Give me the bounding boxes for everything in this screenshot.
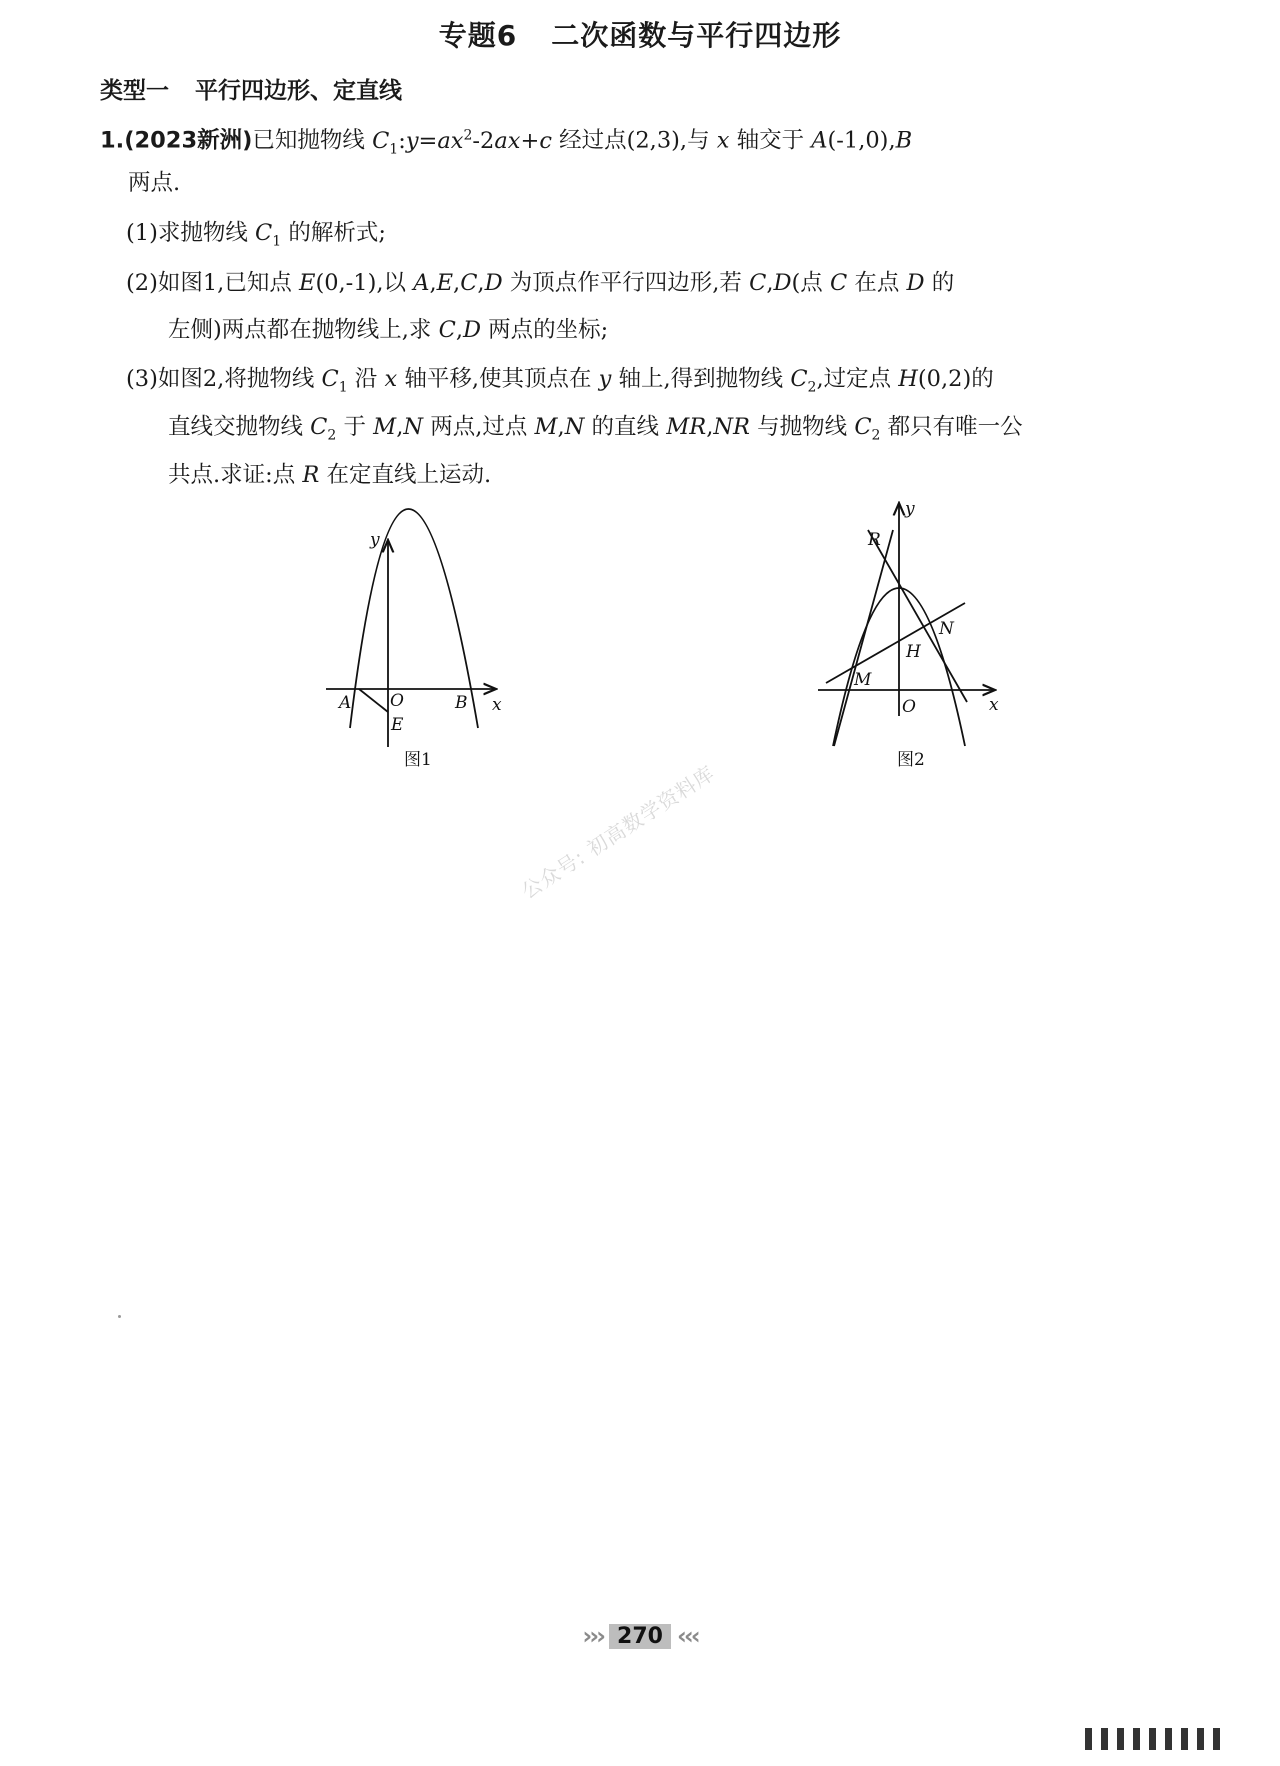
- fig2-label-n: N: [939, 619, 954, 639]
- figure-1: [326, 509, 496, 747]
- stem-text: 轴交于: [736, 127, 805, 154]
- section-name: 平行四边形、定直线: [195, 78, 402, 104]
- chevron-right-icon: ›››: [582, 1622, 604, 1650]
- question-3-line-2: 直线交抛物线 $C_2$ 于 M,N 两点,过点 M,N 的直线 MR,NR 与抛物线 $C_2$ 都只有唯一公: [168, 414, 1023, 444]
- section-label: 类型一: [100, 78, 169, 104]
- q3-text: 的直线: [591, 414, 660, 440]
- fig1-label-a: A: [339, 693, 352, 713]
- q3-text: 两点,过点: [430, 414, 528, 440]
- q2-text: 在点: [854, 270, 900, 296]
- fig2-line-mn: [826, 603, 965, 683]
- q3-text: 与抛物线: [757, 414, 848, 440]
- q2-text: (2)如图1,已知点: [126, 270, 292, 296]
- scan-speck: [118, 1315, 121, 1318]
- q3-text: 于: [343, 414, 366, 440]
- q3-text: 的: [971, 366, 994, 392]
- title-sub: 二次函数与平行四边形: [551, 19, 842, 52]
- stem-text: 两点.: [128, 170, 181, 196]
- q3-text: ,过定点: [816, 366, 892, 392]
- problem-number: 1.: [100, 127, 125, 154]
- question-3-line-1: (3)如图2,将抛物线 $C_1$ 沿 x 轴平移,使其顶点在 y 轴上,得到抛物线 $C_2$,过定点 H(0,2)的: [126, 366, 994, 396]
- page-number: 270: [609, 1624, 671, 1649]
- fig1-label-b: B: [455, 693, 468, 713]
- fig1-segment-ae: [359, 689, 388, 712]
- fig1-label-x: x: [492, 695, 502, 715]
- q3-text: 都只有唯一公: [887, 414, 1023, 440]
- q2-text: 为顶点作平行四边形,若: [509, 270, 742, 296]
- problem-source: (2023新洲): [124, 127, 253, 154]
- fig1-label-y: y: [370, 530, 380, 550]
- page-footer: [0, 1622, 1280, 1650]
- q3-text: (3)如图2,将抛物线: [126, 366, 315, 392]
- question-2-line-2: 左侧)两点都在抛物线上,求 C,D 两点的坐标;: [168, 317, 609, 343]
- q3-text: 直线交抛物线: [168, 414, 304, 440]
- q3-text: 在定直线上运动.: [326, 462, 492, 488]
- fig2-label-o: O: [902, 697, 916, 717]
- fig2-label-m: M: [854, 670, 872, 690]
- q3-text: 沿: [354, 366, 378, 392]
- q3-text: 轴上,得到抛物线: [618, 366, 784, 392]
- figure-1-labels: [337, 530, 502, 770]
- q2-text: ,以: [376, 270, 407, 296]
- question-1: (1)求抛物线 $C_1$ 的解析式;: [126, 220, 386, 250]
- q2-text: 的: [931, 270, 955, 296]
- problem-stem-line-1: 1.(2023新洲)已知抛物线 $C_1:y=ax^2-2ax+c$ 经过点(2,3),与 x 轴交于 A(-1,0),B: [100, 127, 913, 157]
- fig2-label-h: H: [906, 642, 921, 662]
- q2-text: 两点的坐标;: [488, 317, 609, 343]
- fig2-line-mr: [834, 530, 893, 746]
- question-3-line-3: 共点.求证:点 R 在定直线上运动.: [168, 462, 492, 488]
- fig2-line-nr: [868, 530, 967, 702]
- formula-c1: $C_1:y=ax^2-2ax+c$: [372, 127, 552, 157]
- scan-mark-bars: [1085, 1728, 1229, 1754]
- q1-text: 的解析式;: [288, 220, 386, 246]
- q2-text: 左侧)两点都在抛物线上,求: [168, 317, 432, 343]
- q3-text: 轴平移,使其顶点在: [404, 366, 592, 392]
- q3-text: 共点.求证:点: [168, 462, 296, 488]
- figures: [0, 0, 1280, 800]
- q1-text: (1)求抛物线: [126, 220, 248, 246]
- q2-text: (点: [791, 270, 823, 296]
- figure-2-labels: [853, 499, 999, 770]
- question-2-line-1: (2)如图1,已知点 E(0,-1),以 A,E,C,D 为顶点作平行四边形,若 C,D(点 C 在点 D 的: [126, 270, 955, 296]
- chevron-left-icon: ‹‹‹: [676, 1622, 698, 1650]
- fig2-caption: 图2: [897, 750, 925, 770]
- stem-text: 经过点(2,3),与: [559, 127, 710, 154]
- watermark: 公众号: 初高数学资料库: [517, 760, 720, 904]
- fig2-label-r: R: [868, 530, 881, 550]
- fig2-label-y: y: [905, 499, 915, 519]
- fig1-caption: 图1: [404, 750, 432, 770]
- fig1-label-o: O: [390, 691, 404, 711]
- stem-text: 已知抛物线: [252, 127, 365, 154]
- fig2-label-x: x: [989, 695, 999, 715]
- title-main: 专题6: [438, 19, 518, 52]
- fig1-label-e: E: [391, 715, 404, 735]
